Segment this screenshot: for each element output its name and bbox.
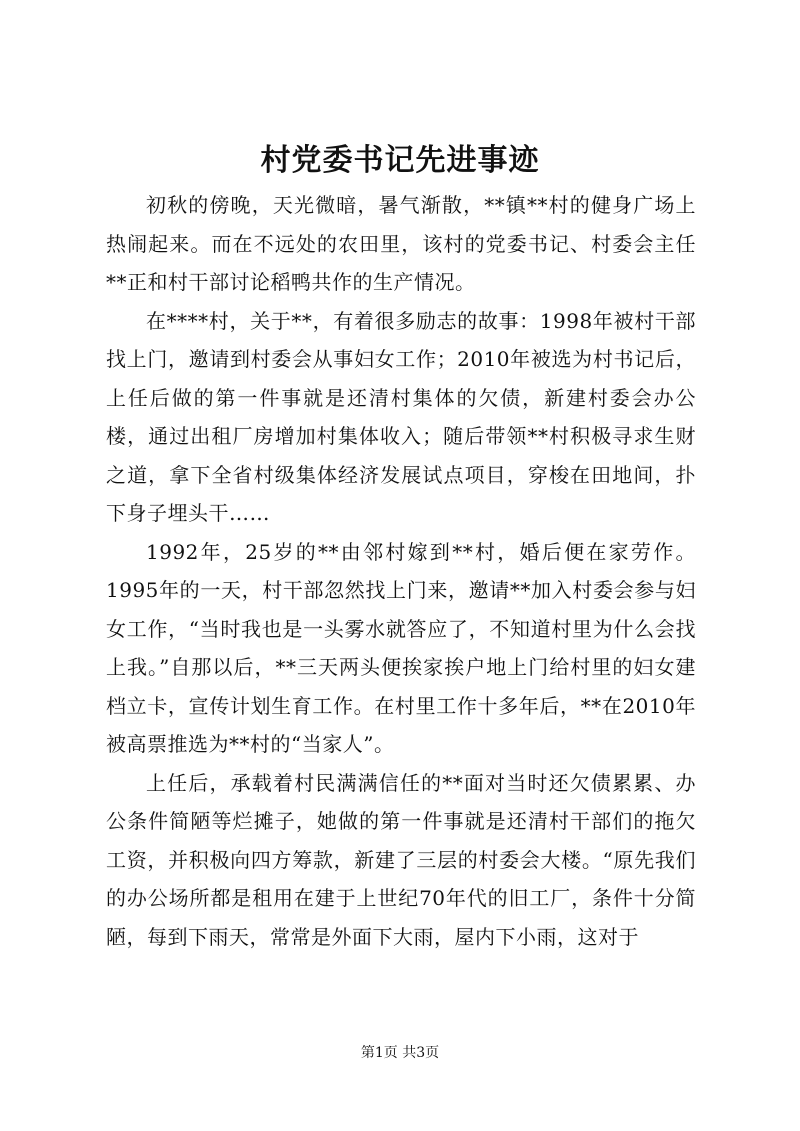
paragraph-3: 1992年，25岁的**由邻村嫁到**村，婚后便在家劳作。1995年的一天，村干部忽然找上门来，邀请**加入村委会参与妇女工作，“当时我也是一头雾水就答应了，不知道村里为什么会找上我。”自那以后，**三天两头便挨家挨户地上门给村里的妇女建档立卡，宣传计划生育工作。在村里工作十多年后，**在2010年被高票推选为**村的“当家人”。 <box>106 539 696 756</box>
paragraph-2: 在****村，关于**，有着很多励志的故事：1998年被村干部找上门，邀请到村委会从事妇女工作；2010年被选为村书记后，上任后做的第一件事就是还清村集体的欠债，新建村委会办公楼，通过出租厂房增加村集体收入；随后带领**村积极寻求生财之道，拿下全省村级集体经济发展试点项目，穿梭在田地间，扑下身子埋头干…… <box>106 308 696 525</box>
paragraph-1: 初秋的傍晚，天光微暗，暑气渐散，**镇**村的健身广场上热闹起来。而在不远处的农田里，该村的党委书记、村委会主任**正和村干部讨论稻鸭共作的生产情况。 <box>106 193 696 294</box>
document-title: 村党委书记先进事迹 <box>260 143 540 178</box>
page-footer: 第1页 共3页 <box>360 1045 440 1061</box>
paragraph-4: 上任后，承载着村民满满信任的**面对当时还欠债累累、办公条件简陋等烂摊子，她做的第一件事就是还清村干部们的拖欠工资，并积极向四方筹款，新建了三层的村委会大楼。“原先我们的办公场所都是租用在建于上世纪70年代的旧工厂，条件十分简陋，每到下雨天，常常是外面下大雨，屋内下小雨，这对于 <box>106 770 696 949</box>
document-body <box>106 186 696 956</box>
